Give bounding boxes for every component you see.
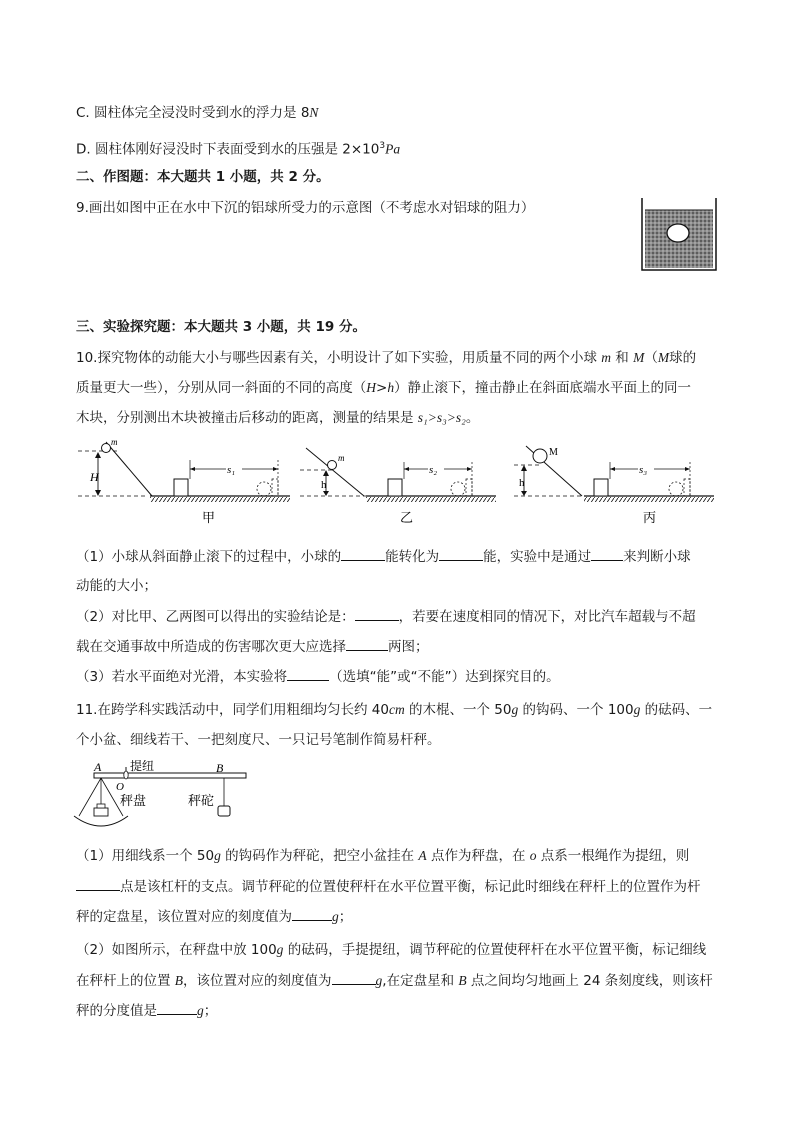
label-s3: s₃ <box>639 464 648 476</box>
q11-p1-unit-2: g <box>332 909 339 924</box>
label-M-bing: M <box>549 447 558 458</box>
q10-line-3-text: 木块，分别测出木块被撞击后移动的距离，测量的结果是 <box>76 410 418 426</box>
q10-p1-text-a: （1）小球从斜面静止滚下的过程中，小球的 <box>76 549 342 565</box>
q10-p3-text-a: （3）若水平面绝对光滑，本实验将 <box>76 669 288 685</box>
label-B: B <box>216 761 224 775</box>
q11-value-50: 50 <box>494 702 512 718</box>
q11-p1-text-b: 的钩码作为秤砣，把空小盆挂在 <box>220 848 419 864</box>
q8-option-d-value: 2×10 <box>342 141 380 158</box>
q11-unit-g-2: g <box>633 702 641 717</box>
q10-line-1-end: 球的 <box>669 350 697 366</box>
q11-steelyard-figure <box>70 760 260 832</box>
weight-on-pan <box>94 808 108 816</box>
q8-option-c-value: 8 <box>300 105 310 121</box>
q10-line-1 <box>76 348 696 368</box>
q11-p1-value: 50 <box>196 848 215 864</box>
answer-blank[interactable] <box>341 546 385 561</box>
label-s2: s₂ <box>429 464 438 476</box>
q8-option-c <box>76 103 318 123</box>
q11-p1-text-e: 点是该杠杆的支点。调节秤砣的位置使秤杆在水平位置平衡，标记此时细线在秤杆上的位置作为杆 <box>120 879 701 895</box>
label-h-bing: h <box>519 477 525 489</box>
ball-m-jia <box>102 444 111 453</box>
q10-p2-text-c: 载在交通事故中所造成的伤害哪次更大应选择 <box>76 639 346 655</box>
q11-p2-text-d: ，该位置对应的刻度值为 <box>183 973 332 989</box>
q10-part-3 <box>76 666 560 687</box>
q10-p3-text-b: （选填“能”或“不能”）达到探究目的。 <box>329 669 560 685</box>
q11-part-2-line-3 <box>76 1000 217 1021</box>
q11-p1-text-g: ； <box>338 909 353 925</box>
q10-paren: （ <box>644 350 658 366</box>
q11-p2-text-i: ； <box>203 1003 218 1019</box>
q10-p1-text-c: 能，实验中是通过 <box>483 549 592 565</box>
q11-part-2-line-1 <box>76 940 706 960</box>
block-yi <box>388 479 402 496</box>
q11-p1-var-A: A <box>418 848 427 863</box>
answer-blank[interactable] <box>332 970 376 985</box>
q11-text-b: 的木棍、一个 <box>404 702 495 718</box>
label-O: O <box>116 781 124 793</box>
q10-p2-text-a: （2）对比甲、乙两图可以得出的实验结论是： <box>76 609 355 625</box>
q11-line-1 <box>76 700 712 720</box>
aluminum-ball <box>667 224 689 242</box>
q11-p1-text-d: 点系一根绳作为提纽，则 <box>536 848 690 864</box>
q8-option-d-unit: Pa <box>385 141 401 157</box>
q11-value-40: 40 <box>371 702 389 718</box>
panel-bing <box>514 446 714 525</box>
label-m-jia: m <box>111 438 118 447</box>
q10-part-2-line-1 <box>76 606 696 627</box>
label-m-yi: m <box>338 453 345 463</box>
panel-yi <box>300 448 496 525</box>
q8-option-d <box>76 136 400 160</box>
q11-part-1-line-2 <box>76 876 701 897</box>
q8-option-d-exponent: 3 <box>379 141 386 151</box>
q10-line-2 <box>76 378 691 398</box>
q11-p2-text-a: （2）如图所示，在秤盘中放 <box>76 942 251 958</box>
section-3-heading: 三、实验探究题：本大题共 3 小题，共 19 分。 <box>76 319 366 335</box>
q10-var-M: M <box>633 350 645 365</box>
panel-jia <box>78 438 290 525</box>
q10-var-M-2: M <box>657 350 670 365</box>
q10-var-m: m <box>601 350 612 365</box>
q10-p2-text-b: ，若要在速度相同的情况下，对比汽车超载与不超 <box>398 609 696 625</box>
answer-blank[interactable] <box>292 906 332 921</box>
q9-text: 9.画出如图中正在水中下沉的铝球所受力的示意图（不考虑水对铝球的阻力） <box>76 200 535 216</box>
label-tiniu: 提纽 <box>130 760 155 773</box>
ball-m-yi <box>328 461 337 470</box>
q8-option-c-unit: N <box>309 105 319 120</box>
answer-blank[interactable] <box>439 546 483 561</box>
q10-p1-text-b: 能转化为 <box>385 549 440 565</box>
q11-p2-unit-3: g <box>197 1003 204 1018</box>
q10-part-1-line-1 <box>76 546 691 567</box>
q10-gt: > <box>376 380 388 396</box>
q11-p1-text-a: （1）用细线系一个 <box>76 848 197 864</box>
q11-p2-text-g: 条刻度线，则该杆 <box>600 973 713 989</box>
q11-p2-text-c: 在秤杆上的位置 <box>76 973 175 989</box>
q10-line-2-text: 质量更大一些），分别从同一斜面的不同的高度（ <box>76 380 367 396</box>
q10-part-2-line-2 <box>76 636 429 657</box>
q10-var-h: h <box>387 380 395 395</box>
q11-p2-text-e: ,在定盘星和 <box>382 973 459 989</box>
q10-and: 和 <box>611 350 634 366</box>
q11-part-2-line-2 <box>76 970 713 991</box>
q11-text-d: 的砝码、一 <box>640 702 713 718</box>
q11-text-a: 11.在跨学科实践活动中，同学们用粗细均匀长约 <box>76 702 372 718</box>
q11-unit-cm: cm <box>388 702 405 717</box>
ball-M-bing <box>533 449 547 463</box>
label-s1: s₁ <box>227 464 236 476</box>
label-yi: 乙 <box>400 510 414 525</box>
q10-result: s₁>s₃>s₂ <box>417 410 466 425</box>
label-h-yi: h <box>321 479 327 491</box>
answer-blank[interactable] <box>591 546 623 561</box>
q11-p1-text-c: 点作为秤盘，在 <box>426 848 530 864</box>
q11-value-100: 100 <box>607 702 634 718</box>
block-bing <box>594 479 608 496</box>
q10-line-1-text: 10.探究物体的动能大小与哪些因素有关，小明设计了如下实验，用质量不同的两个小球 <box>76 350 602 366</box>
q10-experiment-figure <box>78 438 718 538</box>
answer-blank[interactable] <box>287 666 329 681</box>
q10-line-3 <box>76 408 479 428</box>
q11-p2-text-f: 点之间均匀地画上 <box>466 973 584 989</box>
q10-part-1-line-2: 动能的大小； <box>76 578 157 594</box>
q11-p2-unit: g <box>276 942 284 957</box>
counterweight <box>218 806 230 816</box>
q8-option-d-text: D. 圆柱体刚好浸没时下表面受到水的压强是 <box>76 141 343 158</box>
q11-p2-unit-2: g <box>375 973 383 988</box>
answer-blank[interactable] <box>346 636 388 651</box>
label-jia: 甲 <box>202 510 216 525</box>
q11-unit-g: g <box>511 702 519 717</box>
label-tuo: 秤砣 <box>188 793 215 808</box>
q11-p2-count: 24 <box>583 973 601 989</box>
q10-line-2-end: ）静止滚下，撞击静止在斜面底端水平面上的同一 <box>394 380 692 396</box>
q10-line-3-end: 。 <box>465 410 480 426</box>
label-H: H <box>90 470 99 484</box>
q11-part-1-line-1 <box>76 846 689 866</box>
q11-line-2: 个小盆、细线若干、一把刻度尺、一只记号笔制作简易杆秤。 <box>76 732 441 748</box>
q10-var-H: H <box>366 380 376 395</box>
q11-p2-text-h: 秤的分度值是 <box>76 1003 157 1019</box>
q10-p1-text-d: 来判断小球 <box>623 549 691 565</box>
answer-blank[interactable] <box>355 606 399 621</box>
q11-p2-var-B-2: B <box>458 973 467 988</box>
q11-p2-var-B: B <box>174 973 184 988</box>
q11-text-c: 的钩码、一个 <box>518 702 608 718</box>
answer-blank[interactable] <box>157 1000 197 1015</box>
scale-pan <box>74 816 128 826</box>
q11-part-1-line-3 <box>76 906 352 927</box>
q11-p1-var-o: o <box>529 848 537 863</box>
q11-p2-text-b: 的砝码，手提提纽，调节秤砣的位置使秤杆在水平位置平衡，标记细线 <box>283 942 707 958</box>
label-bing: 丙 <box>643 510 657 525</box>
q9-beaker-figure <box>636 196 722 274</box>
section-2-heading: 二、作图题：本大题共 1 小题，共 2 分。 <box>76 169 330 185</box>
q11-p1-unit: g <box>214 848 221 863</box>
q10-p2-text-d: 两图； <box>388 639 429 655</box>
q8-option-c-text: C. 圆柱体完全浸没时受到水的浮力是 <box>76 105 301 121</box>
q11-p1-text-f: 秤的定盘星，该位置对应的刻度值为 <box>76 909 292 925</box>
q11-p2-value: 100 <box>250 942 277 958</box>
label-A: A <box>94 760 102 774</box>
answer-blank[interactable] <box>76 876 120 891</box>
block-jia <box>174 479 188 496</box>
label-pan: 秤盘 <box>120 793 147 808</box>
